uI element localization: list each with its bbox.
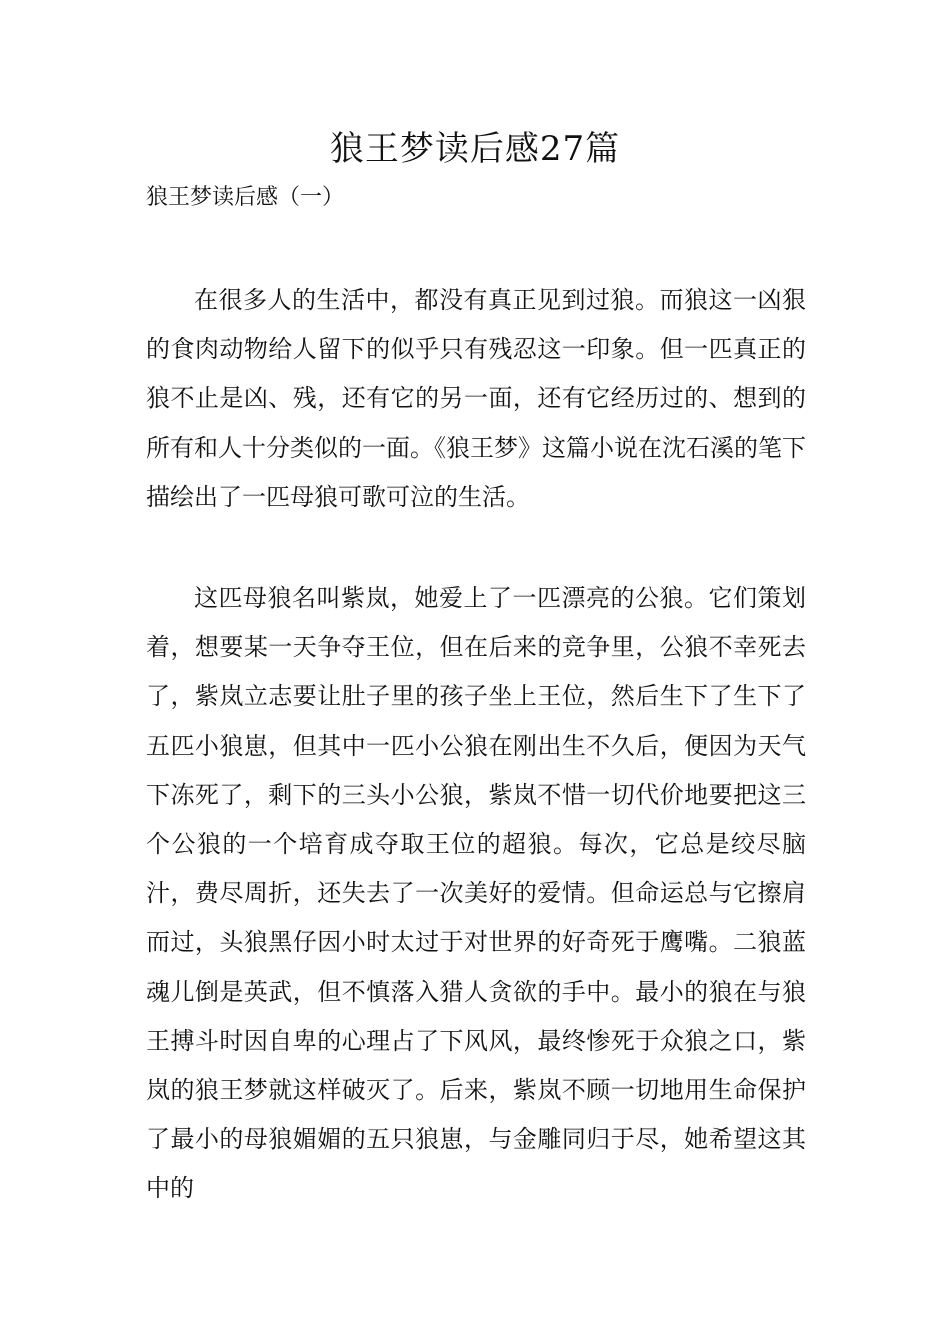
body-paragraph-1 — [146, 276, 806, 522]
paragraph-text: 这匹母狼名叫紫岚，她爱上了一匹漂亮的公狼。它们策划着，想要某一天争夺王位，但在后来的竞争里，公狼不幸死去了，紫岚立志要让肚子里的孩子坐上王位，然后生下了生下了五匹小狼崽，但其中一匹小公狼在刚出生不久后，便因为天气下冻死了，剩下的三头小公狼，紫岚不惜一切代价地要把这三个公狼的一个培育成夺取王位的超狼。每次，它总是绞尽脑汁，费尽周折，还失去了一次美好的爱情。但命运总与它擦肩而过，头狼黑仔因小时太过于对世界的好奇死于鹰嘴。二狼蓝魂儿倒是英武，但不慎落入猎人贪欲的手中。最小的狼在与狼王搏斗时因自卑的心理占了下风风，最终惨死于众狼之口，紫岚的狼王梦就这样破灭了。后来，紫岚不顾一切地用生命保护了最小的母狼媚媚的五只狼崽，与金雕同归于尽，她希望这其中的 — [146, 584, 806, 1203]
section-heading: 狼王梦读后感（一） — [146, 185, 345, 210]
body-paragraph-2 — [146, 574, 806, 1214]
paragraph-text: 在很多人的生活中，都没有真正见到过狼。而狼这一凶狠的食肉动物给人留下的似乎只有残忍这一印象。但一匹真正的狼不止是凶、残，还有它的另一面，还有它经历过的、想到的所有和人十分类似的一面。《狼王梦》这篇小说在沈石溪的笔下描绘出了一匹母狼可歌可泣的生活。 — [146, 286, 806, 511]
document-title: 狼王梦读后感27篇 — [329, 129, 621, 169]
